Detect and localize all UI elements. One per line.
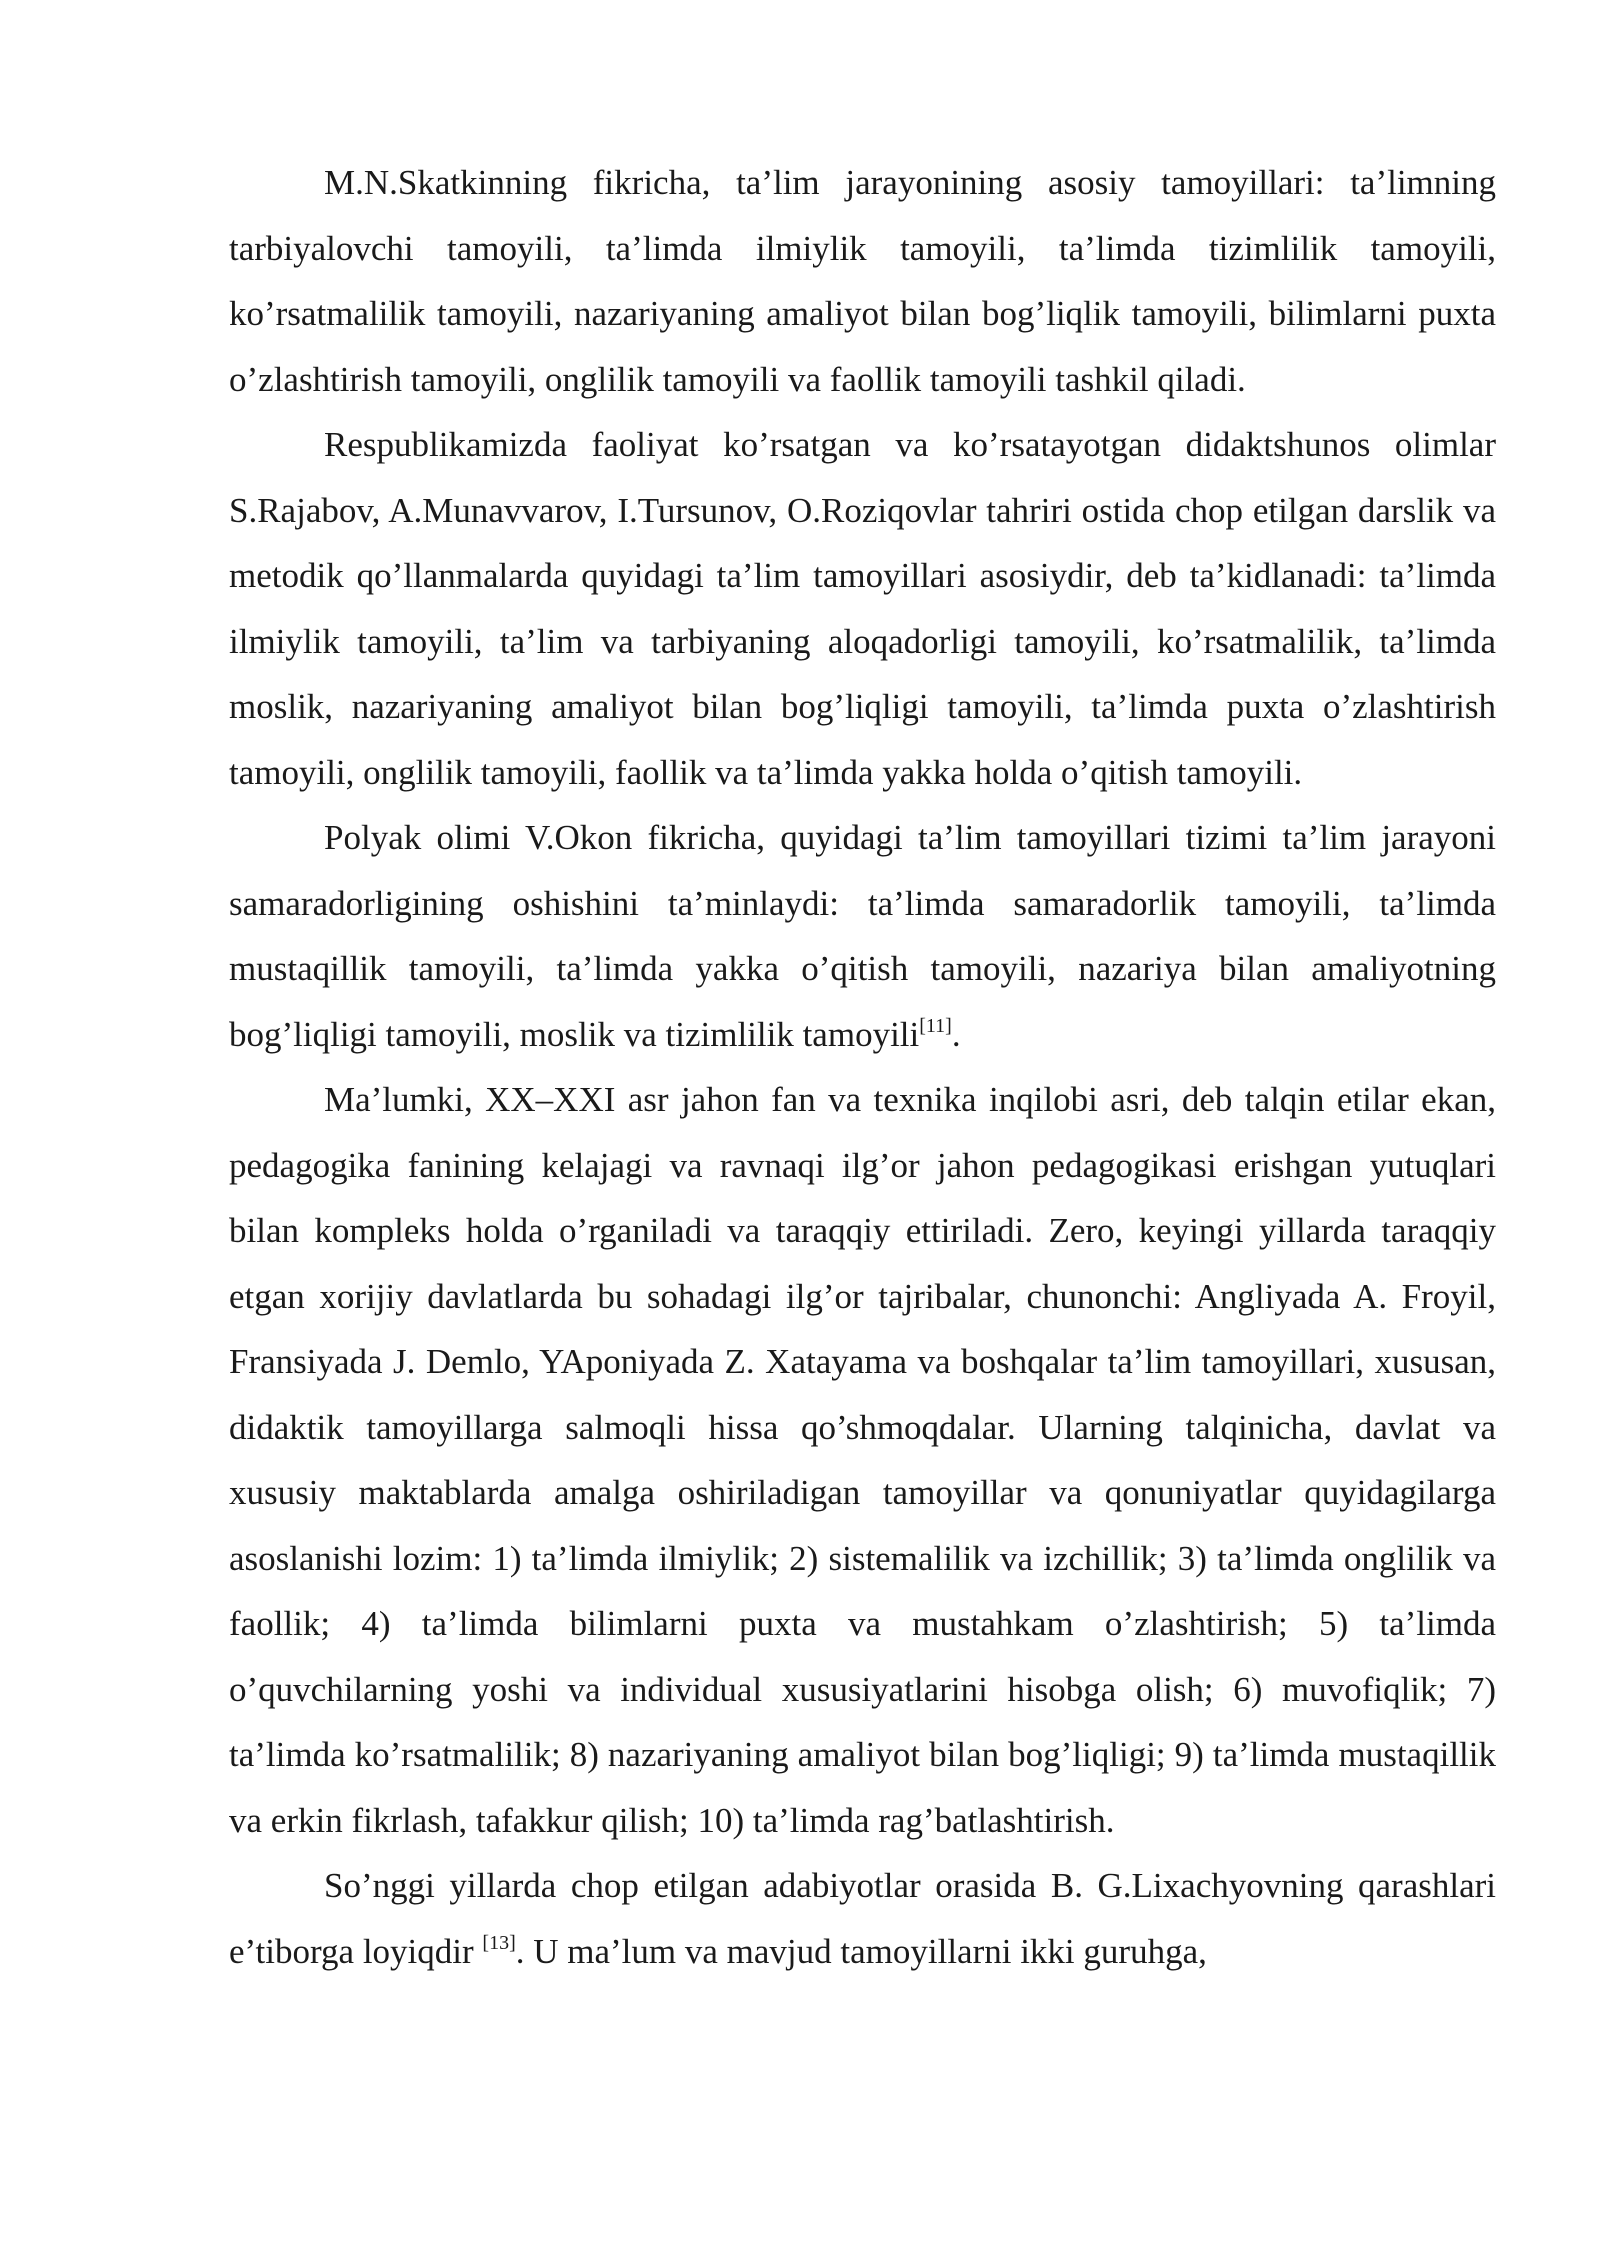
footnote-ref-11[interactable]: [11] xyxy=(919,1014,952,1037)
paragraph-okon-end: . xyxy=(951,1014,961,1054)
paragraph-republic-scholars: Respublikamizda faoliyat ko’rsatgan va ko’rsatayotgan didaktshunos olimlar S.Rajabov, A.Munavvarov, I.Tursunov, O.Roziqovlar tahriri ostida chop etilgan darslik va metodik qo’llanmalarda quyidagi ta’lim tamoyillari asosiydir, deb ta’kidlanadi: ta’limda ilmiylik tamoyili, ta’lim va tarbiyaning aloqadorligi tamoyili, ko’rsatmalilik, ta’limda moslik, nazariyaning amaliyot bilan bog’liqligi tamoyili, ta’limda puxta o’zlashtirish tamoyili, onglilik tamoyili, faollik va ta’limda yakka holda o’qitish tamoyili. xyxy=(229,425,1496,792)
footnote-ref-13[interactable]: [13] xyxy=(482,1931,516,1954)
paragraph-likhachev-end: . U ma’lum va mavjud tamoyillarni ikki guruhga, xyxy=(515,1931,1207,1971)
paragraph-okon-text: Polyak olimi V.Okon fikricha, quyidagi ta’lim tamoyillari tizimi ta’lim jarayoni samaradorligining oshishini ta’minlaydi: ta’limda samaradorlik tamoyili, ta’limda mustaqillik tamoyili, ta’limda yakka o’qitish tamoyili, nazariya bilan amaliyotning bog’liqligi tamoyili, moslik va tizimlilik tamoyili xyxy=(229,818,1496,1054)
document-page xyxy=(229,150,1496,1984)
paragraph-skatkin: M.N.Skatkinning fikricha, ta’lim jarayonining asosiy tamoyillari: ta’limning tarbiyalovchi tamoyili, ta’limda ilmiylik tamoyili, ta’limda tizimlilik tamoyili, ko’rsatmalilik tamoyili, nazariyaning amaliyot bilan bog’liqlik tamoyili, bilimlarni puxta o’zlashtirish tamoyili, onglilik tamoyili va faollik tamoyili tashkil qiladi. xyxy=(229,163,1496,399)
paragraph-likhachev-text: So’nggi yillarda chop etilgan adabiyotlar orasida B. G.Lixachyovning qarashlari e’tiborga loyiqdir xyxy=(229,1866,1496,1971)
paragraph-okon xyxy=(229,805,1496,1067)
paragraph-likhachev xyxy=(229,1853,1496,1984)
paragraph-foreign-experience: Ma’lumki, XX–XXI asr jahon fan va texnika inqilobi asri, deb talqin etilar ekan, pedagogika fanining kelajagi va ravnaqi ilg’or jahon pedagogikasi erishgan yutuqlari bilan kompleks holda o’rganiladi va taraqqiy ettiriladi. Zero, keyingi yillarda taraqqiy etgan xorijiy davlatlarda bu sohadagi ilg’or tajribalar, chunonchi: Angliyada A. Froyil, Fransiyada J. Demlo, YAponiyada Z. Xatayama va boshqalar ta’lim tamoyillari, xususan, didaktik tamoyillarga salmoqli hissa qo’shmoqdalar. Ularning talqinicha, davlat va xususiy maktablarda amalga oshiriladigan tamoyillar va qonuniyatlar quyidagilarga asoslanishi lozim: 1) ta’limda ilmiylik; 2) sistemalilik va izchillik; 3) ta’limda onglilik va faollik; 4) ta’limda bilimlarni puxta va mustahkam o’zlashtirish; 5) ta’limda o’quvchilarning yoshi va individual xususiyatlarini hisobga olish; 6) muvofiqlik; 7) ta’limda ko’rsatmalilik; 8) nazariyaning amaliyot bilan bog’liqligi; 9) ta’limda mustaqillik va erkin fikrlash, tafakkur qilish; 10) ta’limda rag’batlashtirish. xyxy=(229,1080,1496,1840)
